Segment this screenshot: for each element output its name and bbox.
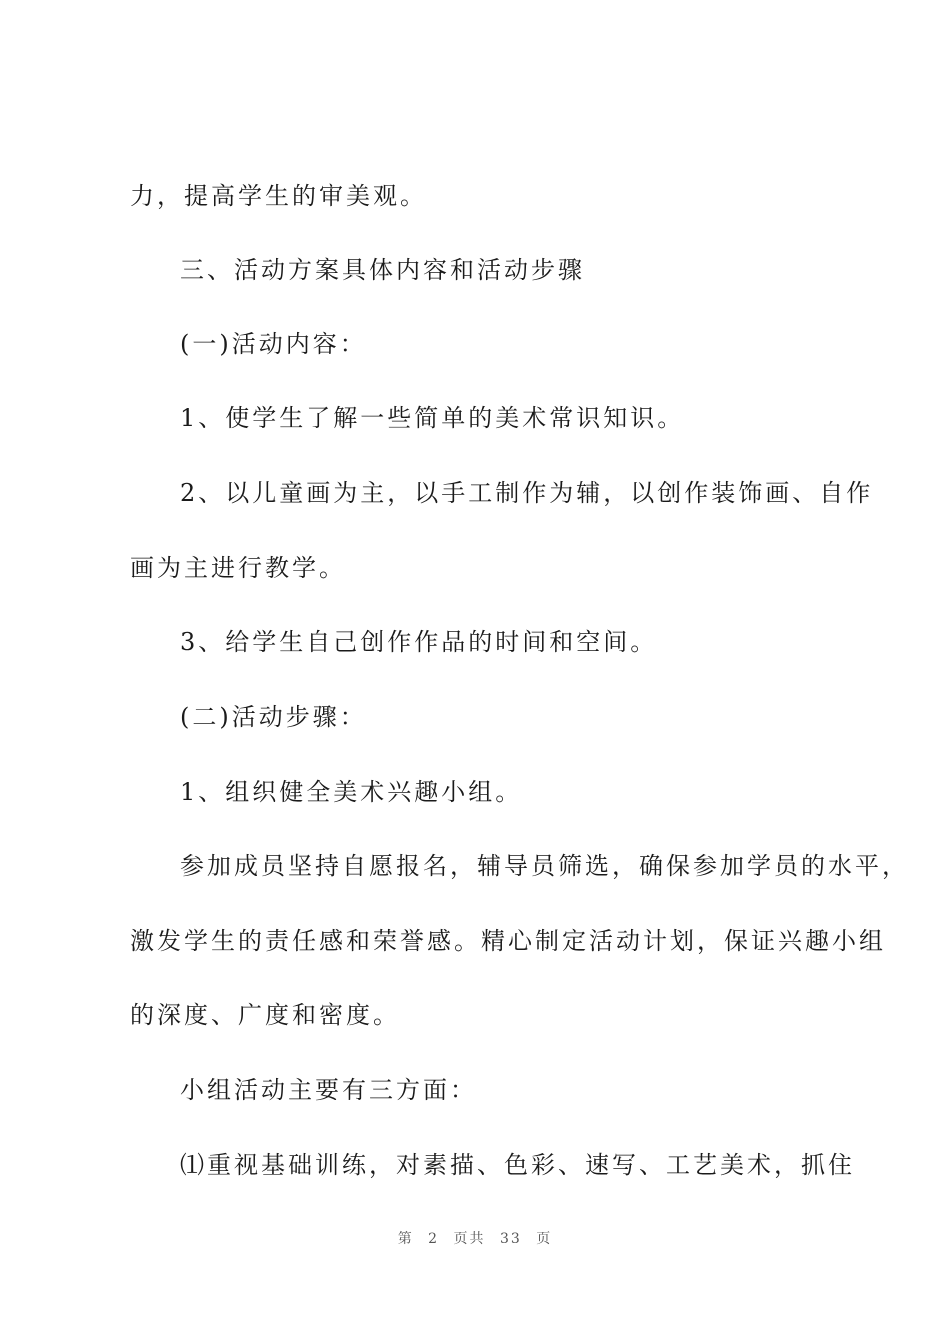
paragraph-line: ⑴重视基础训练，对素描、色彩、速写、工艺美术，抓住 [180,1151,855,1179]
subsection-heading: (一)活动内容： [180,330,367,358]
paragraph-line: 3、给学生自己创作作品的时间和空间。 [180,628,658,656]
paragraph-line: 2、以儿童画为主，以手工制作为辅，以创作装饰画、自作 [180,479,874,507]
paragraph-line: 画为主进行教学。 [130,554,346,582]
paragraph-line: 的深度、广度和密度。 [130,1001,400,1029]
paragraph-line: 1、使学生了解一些简单的美术常识知识。 [180,404,685,432]
paragraph-line: 小组活动主要有三方面： [180,1076,477,1104]
subsection-heading: (二)活动步骤： [180,703,367,731]
paragraph-line: 激发学生的责任感和荣誉感。精心制定活动计划，保证兴趣小组 [130,927,886,955]
paragraph-line: 参加成员坚持自愿报名，辅导员筛选，确保参加学员的水平， [180,852,909,880]
paragraph-line: 1、组织健全美术兴趣小组。 [180,778,523,806]
paragraph-line: 力，提高学生的审美观。 [130,182,427,210]
page-footer: 第 2 页共 33 页 [397,1231,553,1247]
section-heading: 三、活动方案具体内容和活动步骤 [180,256,585,284]
